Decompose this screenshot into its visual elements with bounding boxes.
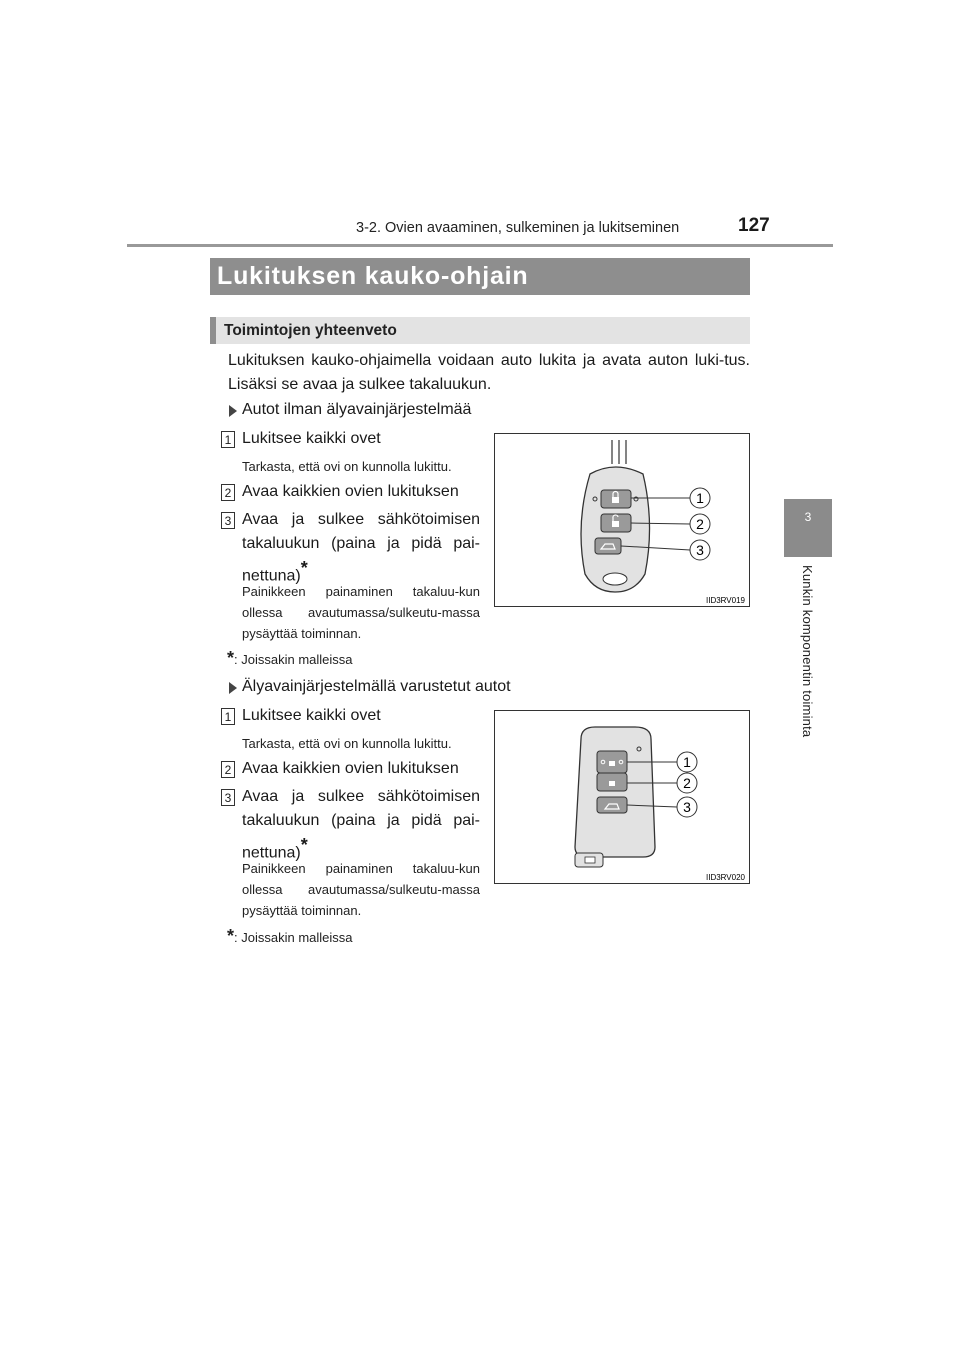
callout-2: 2: [683, 775, 691, 791]
item-number: 2: [221, 761, 235, 778]
item-note: Tarkasta, että ovi on kunnolla lukittu.: [242, 459, 452, 474]
item-text: Avaa ja sulkee sähkötoimisen takaluukun (paina ja pidä pai-nettuna)*: [242, 511, 480, 585]
chapter-label: Kunkin komponentin toiminta: [800, 565, 815, 738]
page-title: Lukituksen kauko-ohjain: [210, 258, 750, 295]
callout-2: 2: [696, 516, 704, 532]
item-note: Tarkasta, että ovi on kunnolla lukittu.: [242, 736, 452, 751]
header-rule: [127, 244, 833, 247]
item-number: 3: [221, 789, 235, 806]
page-number: 127: [738, 215, 770, 236]
item-text: Avaa ja sulkee sähkötoimisen takaluukun (paina ja pidä pai-nettuna)*: [242, 788, 480, 862]
item-text: Lukitsee kaikki ovet: [242, 430, 381, 447]
key-figure-1: [494, 433, 750, 607]
item-text: Avaa kaikkien ovien lukituksen: [242, 760, 459, 777]
item-number: 1: [221, 708, 235, 725]
callout-3: 3: [683, 799, 691, 815]
section-1-bullet: Autot ilman älyavainjärjestelmää: [242, 401, 472, 418]
figure-code: IID3RV019: [706, 596, 745, 605]
item-number: 2: [221, 484, 235, 501]
triangle-right-icon: [229, 405, 237, 417]
chapter-tab: 3: [784, 499, 832, 557]
item-note: Painikkeen painaminen takaluu-kun ollessa avautumassa/sulkeutu-massa pysäyttää toiminnan.: [242, 584, 480, 641]
footnote: *: Joissakin malleissa: [227, 648, 353, 668]
footnote: *: Joissakin malleissa: [227, 926, 353, 946]
triangle-right-icon: [229, 682, 237, 694]
section-2-bullet: Älyavainjärjestelmällä varustetut autot: [242, 678, 511, 695]
section-header: 3-2. Ovien avaaminen, sulkeminen ja lukitseminen: [356, 220, 680, 236]
key-figure-2: [494, 710, 750, 884]
item-number: 3: [221, 512, 235, 529]
callout-1: 1: [696, 490, 704, 506]
smart-key-drawing: [495, 711, 749, 883]
callout-1: 1: [683, 754, 691, 770]
item-note: Painikkeen painaminen takaluu-kun ollessa avautumassa/sulkeutu-massa pysäyttää toiminnan.: [242, 861, 480, 918]
section-subtitle: Toimintojen yhteenveto: [210, 317, 750, 344]
item-text: Avaa kaikkien ovien lukituksen: [242, 483, 459, 500]
item-number: 1: [221, 431, 235, 448]
figure-code: IID3RV020: [706, 873, 745, 882]
callout-3: 3: [696, 542, 704, 558]
remote-key-drawing: [495, 434, 749, 606]
item-text: Lukitsee kaikki ovet: [242, 707, 381, 724]
intro-paragraph: Lukituksen kauko-ohjaimella voidaan auto lukita ja avata auton luki-tus. Lisäksi se avaa ja sulkee takaluukun.: [228, 352, 750, 393]
